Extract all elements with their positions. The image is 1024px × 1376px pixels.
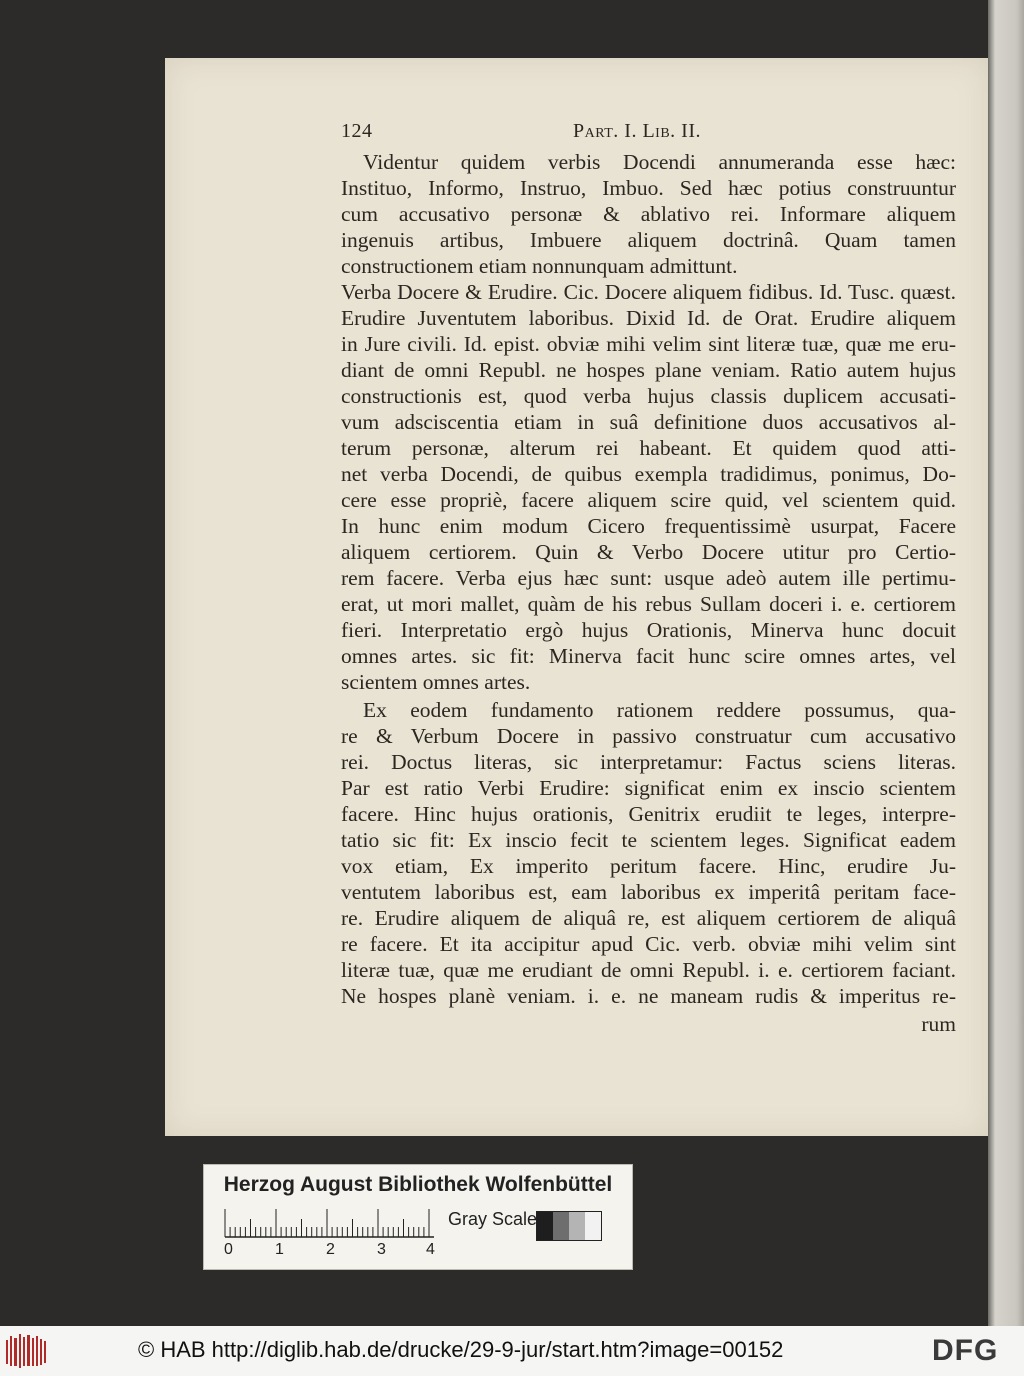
text-line: erat, ut mori mallet, quàm de his rebus Sullam doceri i. e. certiorem [341,592,956,616]
next-page-edge [988,0,1024,1326]
text-line: re facere. Et ita accipitur apud Cic. verb. obviæ mihi velim sint [341,932,956,956]
text-line: Ex eodem fundamento rationem reddere possumus, qua- [363,698,956,722]
text-line: cere esse propriè, facere aliquem scire quid, vel scientem quid. [341,488,956,512]
text-line: vox etiam, Ex imperito peritum facere. Hinc, erudire Ju- [341,854,956,878]
text-line: scientem omnes artes. [341,670,531,694]
ruler [224,1207,434,1237]
book-page [165,58,988,1136]
text-line: rem facere. Verba ejus hæc sunt: usque adeò autem ille pertimu- [341,566,956,590]
dfg-logo: DFG [932,1334,999,1367]
text-line: Erudire Juventutem laboribus. Dixid Id. de Orat. Erudire aliquem [341,306,956,330]
gray-swatch-white [585,1212,601,1240]
ruler-number: 4 [426,1241,435,1258]
text-line: re & Verbum Docere in passivo construatur cum accusativo [341,724,956,748]
text-line: net verba Docendi, de quibus exempla tradidimus, ponimus, Do- [341,462,956,486]
text-line: Par est ratio Verbi Erudire: significat enim ex inscio scientem [341,776,956,800]
text-line: ventutem laboribus est, eam laboribus ex imperitâ peritam face- [341,880,956,904]
gray-swatch-dark [553,1212,569,1240]
text-line: Ne hospes planè veniam. i. e. ne maneam rudis & imperitus re- [341,984,956,1008]
gray-swatch-light [569,1212,585,1240]
footer-url-text[interactable]: © HAB http://diglib.hab.de/drucke/29-9-jur/start.htm?image=00152 [138,1337,784,1362]
gray-scale-swatches [536,1211,602,1241]
institution-name: Herzog August Bibliothek Wolfenbüttel [223,1173,613,1196]
ruler-number: 2 [326,1241,335,1258]
ruler-number: 0 [224,1241,233,1258]
text-line: omnes artes. sic fit: Minerva facit hunc scire omnes artes, vel [341,644,956,668]
page-number: 124 [341,120,373,142]
text-line: diant de omni Republ. ne hospes plane veniam. Ratio autem hujus [341,358,956,382]
footer-bar [0,1326,1024,1376]
running-head: Part. I. Lib. II. [573,120,701,142]
text-line: Verba Docere & Erudire. Cic. Docere aliquem fidibus. Id. Tusc. quæst. [341,280,956,304]
text-line: aliquem certiorem. Quin & Verbo Docere utitur pro Certio- [341,540,956,564]
gray-swatch-black [537,1212,553,1240]
page-header [341,120,956,148]
text-line: fieri. Interpretatio ergò hujus Orationis, Minerva hunc docuit [341,618,956,642]
text-line: vum adsciscentia etiam in suâ definitione duos accusativos al- [341,410,956,434]
catchword: rum [921,1012,956,1036]
text-line: constructionis est, quod verba hujus classis duplicem accusati- [341,384,956,408]
text-line: in Jure civili. Id. epist. obviæ mihi velim sint literæ tuæ, quæ me eru- [341,332,956,356]
text-line: In hunc enim modum Cicero frequentissimè usurpat, Facere [341,514,956,538]
text-line: facere. Hinc hujus orationis, Genitrix erudiit te leges, interpre- [341,802,956,826]
text-line: literæ tuæ, quæ me erudiant de omni Republ. i. e. certiorem faciant. [341,958,956,982]
ruler-ticks [224,1207,436,1239]
text-line: constructionem etiam nonnunquam admittunt. [341,254,738,278]
ruler-number: 1 [275,1241,284,1258]
text-line: tatio sic fit: Ex inscio fecit te scientem leges. Significat eadem [341,828,956,852]
text-line: rei. Doctus literas, sic interpretamur: Factus sciens literas. [341,750,956,774]
text-line: ingenuis artibus, Imbuere aliquem doctrinâ. Quam tamen [341,228,956,252]
hab-barcode-logo-icon[interactable] [6,1334,46,1368]
color-scale-card [203,1164,633,1270]
text-line: cum accusativo personæ & ablativo rei. Informare aliquem [341,202,956,226]
text-line: re. Erudire aliquem de aliquâ re, est aliquem certiorem de aliquâ [341,906,956,930]
text-line: Instituo, Informo, Instruo, Imbuo. Sed hæc potius construuntur [341,176,956,200]
ruler-number: 3 [377,1241,386,1258]
text-line: terum personæ, alterum rei habeant. Et quidem quod atti- [341,436,956,460]
text-line: Videntur quidem verbis Docendi annumeranda esse hæc: [363,150,956,174]
gray-scale-label: Gray Scale [448,1209,538,1229]
